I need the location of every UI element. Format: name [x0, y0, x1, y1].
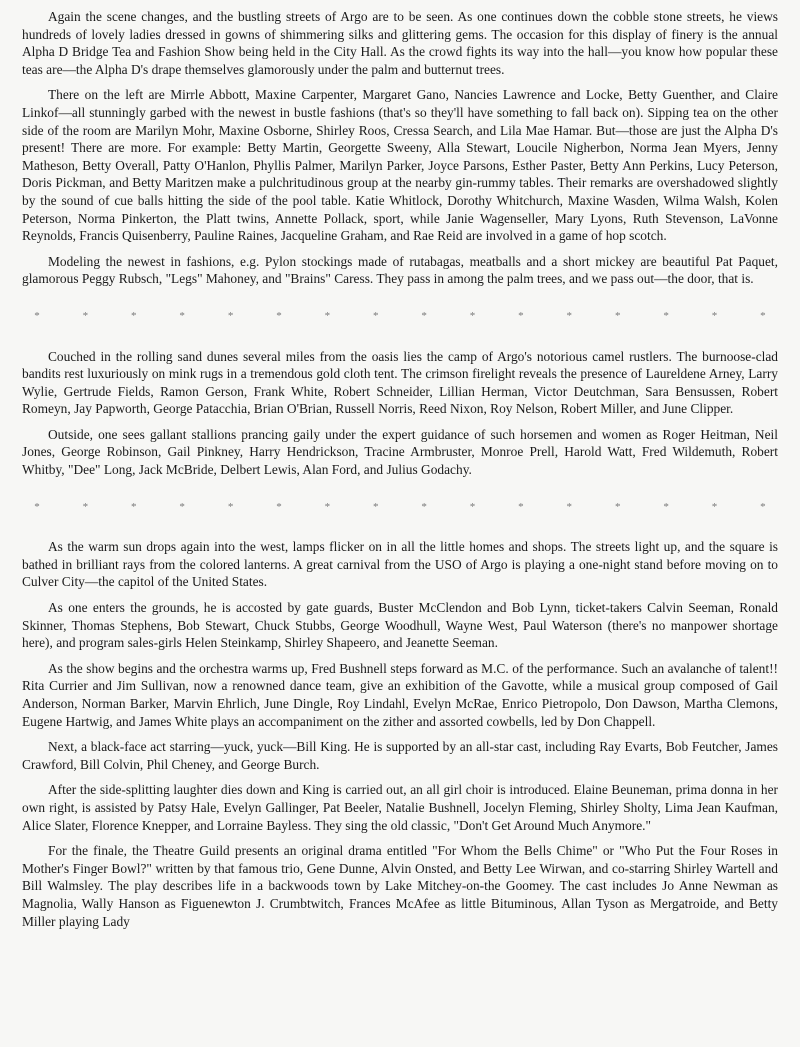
- paragraph: Modeling the newest in fashions, e.g. Pylon stockings made of rutabagas, meatballs and a short mickey are beautiful Pat Paquet, glamorous Peggy Rubsch, "Legs" Mahoney, and "Brains" Caress. They pass in among the palm trees, and we pass out—the door, that is.: [22, 253, 778, 287]
- divider-star: *: [614, 309, 621, 322]
- divider-star: *: [227, 500, 234, 513]
- paragraph: Again the scene changes, and the bustling streets of Argo are to be seen. As one continues down the cobble stone streets, he views hundreds of lovely ladies dressed in gowns of shimmering silks and glittering gems. The occasion for this display of finery is the annual Alpha D Bridge Tea and Fashion Show being held in the City Hall. As the crowd fights its way into the hall—you know how popular these teas are—the Alpha D's drape themselves glamorously under the palm and butternut trees.: [22, 9, 778, 77]
- divider-star: *: [372, 500, 379, 513]
- divider-star: *: [566, 309, 573, 322]
- section-camel-rustlers: [22, 348, 778, 479]
- paragraph: Outside, one sees gallant stallions prancing gaily under the expert guidance of such horsemen and women as Roger Heitman, Neil Jones, George Robinson, Gail Pinkney, Harry Hendrickson, Tracine Armbruster, Monroe Prell, Harold Watt, Fred Wildemuth, Robert Whitby, "Dee" Long, Jack McBride, Delbert Lewis, Alan Ford, and Julius Godachy.: [22, 426, 778, 478]
- paragraph: After the side-splitting laughter dies down and King is carried out, an all girl choir is introduced. Elaine Beuneman, prima donna in her own right, is assisted by Patsy Hale, Evelyn Gallinger, Pat Beeler, Natalie Bushnell, Jocelyn Fleming, Shirley Sholty, Lima Jean Kaufman, Alice Slater, Florence Knepper, and Lorraine Bayless. They sing the old classic, "Don't Get Around Much Anymore.": [22, 782, 778, 833]
- divider-star: *: [34, 309, 40, 322]
- section-fashion-show: [22, 8, 778, 288]
- divider-star: *: [663, 500, 669, 513]
- divider-star: *: [131, 309, 137, 322]
- paragraph: For the finale, the Theatre Guild presents an original drama entitled "For Whom the Bells Chime" or "Who Put the Four Roses in Mother's Finger Bowl?" written by that famous trio, Gene Dunne, Alvin Onsted, and Betty Lee Wirwan, and co-starring Shirley Wartell and Bill Walmsley. The play describes life in a backwoods town by Lake Mitchey-on-the Goomey. The cast includes Jo Anne Newman as Magnolia, Wally Hanson as Figuenewton J. Crumbtwitch, Frances McAfee as little Bituminous, Allan Tyson as Mergatroide, and Betty Miller playing Lady: [22, 843, 778, 929]
- divider-star: *: [179, 309, 185, 322]
- divider-star: *: [372, 309, 379, 322]
- divider-star: *: [324, 309, 331, 322]
- divider-star: *: [82, 309, 89, 322]
- divider-star: *: [760, 309, 766, 322]
- divider-star: *: [276, 309, 282, 322]
- divider-star: *: [469, 309, 476, 322]
- paragraph: As one enters the grounds, he is accosted by gate guards, Buster McClendon and Bob Lynn, ticket-takers Calvin Seeman, Ronald Skinner, Thomas Stephens, Bob Stewart, Chuck Stubbs, George Woodhull, Wayne West, Paul Waterson (there's no manpower shortage here), and program sales-girls Helen Steinkamp, Shirley Shapeero, and Jeanette Seeman.: [22, 600, 778, 651]
- paragraph: Next, a black-face act starring—yuck, yuck—Bill King. He is supported by an all-star cast, including Ray Evarts, Bob Feutcher, James Crawford, Bill Colvin, Phil Cheney, and George Burch.: [22, 739, 778, 772]
- divider-star: *: [179, 500, 185, 513]
- divider-star: *: [227, 309, 234, 322]
- paragraph: As the warm sun drops again into the west, lamps flicker on in all the little homes and shops. The streets light up, and the square is bathed in brilliant rays from the colored lanterns. A great carnival from the USO of Argo is playing a one-night stand before moving on to Culver City—the capitol of the United States.: [22, 539, 778, 590]
- divider-star: *: [82, 500, 89, 513]
- divider-star: *: [711, 309, 718, 322]
- divider-star: *: [34, 500, 40, 513]
- section-divider: [22, 308, 778, 326]
- divider-star: *: [518, 500, 524, 513]
- divider-star: *: [421, 309, 427, 322]
- divider-star: *: [276, 500, 282, 513]
- paragraph: As the show begins and the orchestra warms up, Fred Bushnell steps forward as M.C. of the performance. Such an avalanche of talent!! Rita Currier and Jim Sullivan, now a renowned dance team, give an exhibition of the Gavotte, while a musical group composed of Gail Anderson, Norman Barker, Marvin Ehrlich, June Dingle, Roy Lindahl, Evelyn McRae, Enrico Pietropolo, Don Dawson, Martha Clemons, Eugene Hartwig, and James White plays an accompaniment on the zither and assorted cowbells, led by Don Chappell.: [22, 660, 778, 729]
- divider-star: *: [566, 500, 573, 513]
- divider-star: *: [131, 500, 137, 513]
- section-carnival: [22, 538, 778, 930]
- divider-star: *: [421, 500, 427, 513]
- paragraph: There on the left are Mirrle Abbott, Maxine Carpenter, Margaret Gano, Nancies Lawrence and Locke, Betty Guenther, and Claire Linkof—all stunningly garbed with the newest in bustle fashions (that's so they'll have something to fall back on). Sipping tea on the other side of the room are Marilyn Mohr, Maxine Osborne, Shirley Roos, Cressa Search, and Lila Mae Hamar. But—those are just the Alpha D's present! There are more. For example: Betty Martin, Georgette Sweeny, Alla Stewart, Loucile Nigherbon, Norma Jean Myers, Jenny Matheson, Betty Overall, Patty O'Hanlon, Phyllis Palmer, Marilyn Parker, Joyce Parsons, Esther Paster, Betty Ann Perkins, Lucy Peterson, Doris Pickman, and Betty Maritzen make a pulchritudinous group at the nearby gin-rummy tables. Their remarks are overshadowed slightly by the sound of cue balls hitting the side of the pool table. Katie Whitlock, Dorothy Whitchurch, Maxine Wasden, Wilma Walsh, Kolen Peterson, Norma Pinkerton, the Platt twins, Annette Pollack, sport, while Janie Wagenseller, Mary Lyons, Ruth Stevenson, LaVonne Reynolds, Francis Quisenberry, Pauline Raines, Jacqueline Graham, and Rae Reid are involved in a game of hop scotch.: [22, 87, 778, 244]
- divider-star: *: [469, 500, 476, 513]
- divider-star: *: [711, 500, 718, 513]
- section-divider: [22, 499, 778, 517]
- divider-star: *: [760, 500, 766, 513]
- divider-star: *: [663, 309, 669, 322]
- divider-star: *: [614, 500, 621, 513]
- paragraph: Couched in the rolling sand dunes several miles from the oasis lies the camp of Argo's notorious camel rustlers. The burnoose-clad bandits rest luxuriously on mink rugs in a tremendous gold cloth tent. The crimson firelight reveals the presence of Laureldene Arney, Larry Wylie, Gertrude Fields, Ramon Gerson, Frank White, Robert Schneider, Lillian Herman, Victor Deutchman, Sara Bensussen, Robert Romeyn, Jay Papworth, George Patacchia, Brian O'Brian, Russell Norris, Reed Nixon, Roy Nelson, Robert Miller, and June Clipper.: [22, 348, 778, 417]
- divider-star: *: [518, 309, 524, 322]
- divider-star: *: [324, 500, 331, 513]
